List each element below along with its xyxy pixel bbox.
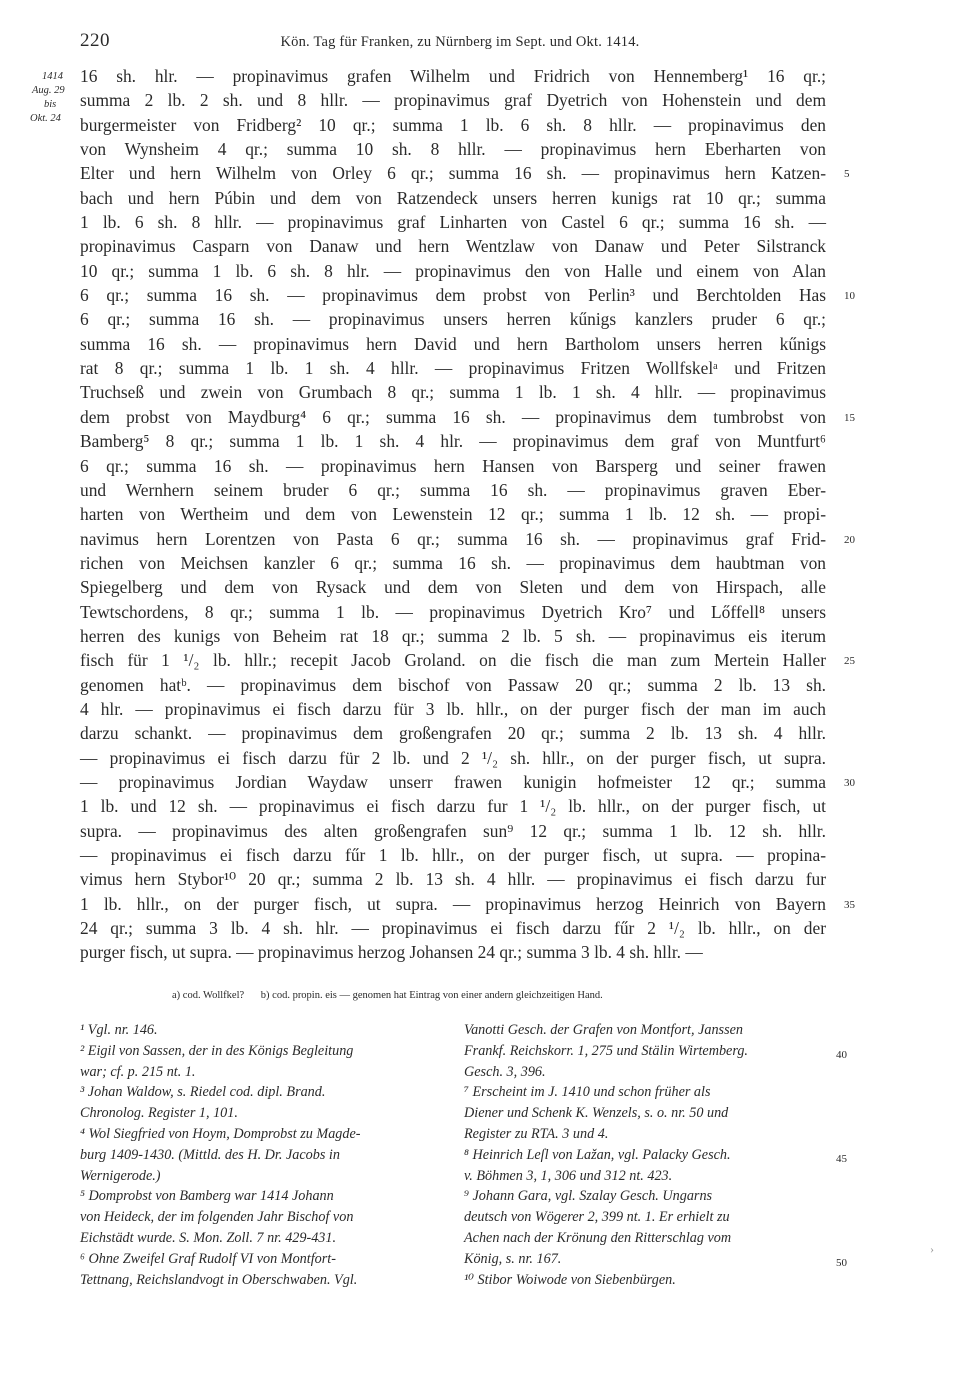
footnotes-left-column bbox=[80, 1020, 442, 1290]
footnote-line: ⁹ Johann Gara, vgl. Szalay Gesch. Ungarns bbox=[464, 1188, 713, 1205]
text-line: burgermeister von Fridberg² 10 qr.; summa 1 lb. 6 sh. 8 hllr. — propinavimus den bbox=[80, 114, 826, 135]
text-line: harten von Wertheim und dem von Lewenstein 12 qr.; summa 1 lb. 12 sh. — propi- bbox=[80, 504, 826, 525]
footnote-line: von Heideck, der im folgenden Jahr Bischof von bbox=[80, 1209, 354, 1226]
text-line: summa 16 sh. — propinavimus hern David und hern Bartholom unsers herren kűnigs bbox=[80, 333, 826, 354]
footnote-line: burg 1409-1430. (Mittld. des H. Dr. Jacobs in bbox=[80, 1146, 340, 1163]
running-title: Kön. Tag für Franken, zu Nürnberg im Sept. und Okt. 1414. bbox=[280, 34, 640, 50]
margin-date-end: Okt. 24 bbox=[30, 113, 61, 124]
footnote-line: ⁸ Heinrich Leſl von Lažan, vgl. Palacky Gesch. bbox=[464, 1146, 731, 1163]
margin-date-bis: bis bbox=[44, 99, 57, 110]
footnote-line: ² Eigil von Sassen, der in des Königs Begleitung bbox=[80, 1042, 354, 1059]
text-line: 4 hlr. — propinavimus ei fisch darzu für 3 lb. hllr., on der purger fisch der man im auch bbox=[80, 698, 826, 719]
text-line: 16 sh. hlr. — propinavimus grafen Wilhelm und Fridrich von Hennemberg¹ 16 qr.; bbox=[80, 66, 826, 86]
line-number: 15 bbox=[844, 411, 855, 424]
footnote-line: ⁴ Wol Siegfried von Hoym, Domprobst zu Magde- bbox=[80, 1125, 361, 1142]
text-line: 6 qr.; summa 16 sh. — propinavimus dem probst von Perlin³ und Berchtolden Has bbox=[80, 285, 826, 306]
footnote-line: war; cf. p. 215 nt. 1. bbox=[80, 1063, 196, 1080]
line-number: 30 bbox=[844, 777, 855, 790]
footnote-line: Vanotti Gesch. der Grafen von Montfort, Janssen bbox=[464, 1022, 743, 1038]
text-line: 1 lb. und 12 sh. — propinavimus ei fisch darzu fur 1 ¹/₂ lb. hllr., on der purger fisch, ut bbox=[80, 796, 826, 817]
footnote-line: ⁶ Ohne Zweifel Graf Rudolf VI von Montfort- bbox=[80, 1250, 336, 1267]
text-line: 1 lb. 6 sh. 8 hllr. — propinavimus graf Linharten von Castel 6 qr.; summa 16 sh. — bbox=[80, 212, 826, 233]
footnote-line: Achen nach der Krönung den Ritterschlag vom bbox=[464, 1229, 732, 1246]
text-line: propinavimus Casparn von Danaw und hern Wentzlaw von Danaw und Peter Silstranck bbox=[80, 236, 826, 257]
footnote-line: Wernigerode.) bbox=[80, 1167, 161, 1184]
text-line: navimus hern Lorentzen von Pasta 6 qr.; summa 16 sh. — propinavimus graf Frid- bbox=[80, 528, 826, 549]
line-number: 20 bbox=[844, 533, 855, 546]
text-line: herren des kunigs von Beheim rat 18 qr.; summa 2 lb. 5 sh. — propinavimus eis iterum bbox=[80, 625, 826, 646]
text-line: purger fisch, ut supra. — propinavimus herzog Johansen 24 qr.; summa 3 lb. 4 sh. hllr. — bbox=[80, 942, 703, 963]
footnote-line-number: 50 bbox=[836, 1256, 847, 1269]
text-line: Truchseß und zwein von Grumbach 8 qr.; summa 1 lb. 1 sh. 4 hllr. — propinavimus bbox=[80, 382, 826, 403]
text-line: Tewtschordens, 8 qr.; summa 1 lb. — propinavimus Dyetrich Kro⁷ und Lőffell⁸ unsers bbox=[80, 601, 826, 622]
footnote-line: ⁵ Domprobst von Bamberg war 1414 Johann bbox=[80, 1188, 334, 1205]
footnote-line: Register zu RTA. 3 und 4. bbox=[464, 1125, 609, 1142]
text-line: Spiegelberg und dem von Rysack und dem von Sleten und dem von Hirspach, alle bbox=[80, 577, 826, 598]
text-line: summa 2 lb. 2 sh. und 8 hllr. — propinavimus graf Dyetrich von Hohenstein und dem bbox=[80, 90, 826, 111]
footnote-line: deutsch von Wögerer 2, 399 nt. 1. Er erhielt zu bbox=[464, 1209, 730, 1226]
text-line: supra. — propinavimus des alten großengrafen sun⁹ 12 qr.; summa 1 lb. 12 sh. hllr. bbox=[80, 820, 826, 841]
footnote-line: ¹ Vgl. nr. 146. bbox=[80, 1022, 158, 1038]
footnote-line: v. Böhmen 3, 1, 306 und 312 nt. 423. bbox=[464, 1167, 673, 1184]
text-line: — propinavimus ei fisch darzu fűr 1 lb. hllr., on der purger fisch, ut supra. — propina- bbox=[80, 845, 826, 865]
footnote-line: Gesch. 3, 396. bbox=[464, 1063, 546, 1080]
text-line: rat 8 qr.; summa 1 lb. 1 sh. 4 hllr. — propinavimus Fritzen Wollfskelᵃ und Fritzen bbox=[80, 358, 826, 379]
text-line: bach und hern Púbin und dem von Ratzendeck unsers herren kunigs rat 10 qr.; summa bbox=[80, 187, 826, 208]
text-line: fisch für 1 ¹/₂ lb. hllr.; recepit Jacob Groland. on die fisch die man zum Mertein Haller bbox=[80, 650, 826, 671]
footnote-line: ³ Johan Waldow, s. Riedel cod. dipl. Brand. bbox=[80, 1084, 326, 1101]
apparatus-notes bbox=[172, 990, 617, 1001]
page-number: 220 bbox=[80, 30, 110, 51]
stray-mark: › bbox=[930, 1242, 934, 1256]
apparatus-note-a: a) cod. Wollfkel? bbox=[172, 990, 245, 1001]
text-line: von Wynsheim 4 qr.; summa 10 sh. 8 hllr. — propinavimus hern Eberharten von bbox=[80, 139, 826, 160]
footnote-line: Eichstädt wurde. S. Mon. Zoll. 7 nr. 429-431. bbox=[80, 1229, 337, 1246]
text-line: darzu schankt. — propinavimus dem großengrafen 20 qr.; summa 2 lb. 13 sh. 4 hllr. bbox=[80, 723, 826, 744]
footnote-line: König, s. nr. 167. bbox=[464, 1250, 562, 1267]
text-line: vimus hern Stybor¹⁰ 20 qr.; summa 2 lb. 13 sh. 4 hllr. — propinavimus ei fisch darzu fur bbox=[80, 869, 826, 890]
margin-date-year: 1414 bbox=[42, 71, 63, 82]
footnote-line: Chronolog. Register 1, 101. bbox=[80, 1105, 238, 1122]
text-line: — propinavimus ei fisch darzu für 2 lb. und 2 ¹/₂ sh. hllr., on der purger fisch, ut supra. bbox=[80, 747, 826, 768]
main-text-block bbox=[80, 64, 826, 965]
text-line: 24 qr.; summa 3 lb. 4 sh. hlr. — propinavimus ei fisch darzu fűr 2 ¹/₂ lb. hllr., on der bbox=[80, 918, 826, 939]
text-line: dem probst von Maydburg⁴ 6 qr.; summa 16 sh. — propinavimus dem tumbrobst von bbox=[80, 406, 826, 427]
line-number: 25 bbox=[844, 655, 855, 668]
text-line: richen von Meichsen kanzler 6 qr.; summa 16 sh. — propinavimus dem haubtman von bbox=[80, 552, 826, 573]
text-line: Bamberg⁵ 8 qr.; summa 1 lb. 1 sh. 4 hlr. — propinavimus dem graf von Muntfurt⁶ bbox=[80, 431, 826, 452]
margin-date-start: Aug. 29 bbox=[32, 85, 65, 96]
text-line: 6 qr.; summa 16 sh. — propinavimus unsers herren kűnigs kanzlers pruder 6 qr.; bbox=[80, 309, 826, 330]
footnote-line: Frankf. Reichskorr. 1, 275 und Stälin Wirtemberg. bbox=[464, 1042, 748, 1059]
line-number: 10 bbox=[844, 290, 855, 303]
footnote-line-number: 40 bbox=[836, 1048, 847, 1061]
text-line: 10 qr.; summa 1 lb. 6 sh. 8 hlr. — propinavimus den von Halle und einem von Alan bbox=[80, 260, 826, 281]
footnote-line: Diener und Schenk K. Wenzels, s. o. nr. 50 und bbox=[464, 1105, 729, 1122]
text-line: 6 qr.; summa 16 sh. — propinavimus hern Hansen von Barsperg und seiner frawen bbox=[80, 455, 826, 476]
text-line: genomen hatᵇ. — propinavimus dem bischof von Passaw 20 qr.; summa 2 lb. 13 sh. bbox=[80, 674, 826, 695]
text-line: 1 lb. hllr., on der purger fisch, ut supra. — propinavimus herzog Heinrich von Bayern bbox=[80, 893, 826, 914]
footnote-line-number: 45 bbox=[836, 1152, 847, 1165]
line-number: 5 bbox=[844, 168, 850, 181]
text-line: Elter und hern Wilhelm von Orley 6 qr.; summa 16 sh. — propinavimus hern Katzen- bbox=[80, 163, 826, 184]
page-header bbox=[80, 30, 840, 54]
line-number: 35 bbox=[844, 898, 855, 911]
text-line: — propinavimus Jordian Waydaw unserr frawen kunigin hofmeister 12 qr.; summa bbox=[80, 771, 826, 792]
footnotes-right-column bbox=[464, 1020, 826, 1290]
footnote-line: ¹⁰ Stibor Woiwode von Siebenbürgen. bbox=[464, 1271, 676, 1288]
footnote-line: ⁷ Erscheint im J. 1410 und schon früher als bbox=[464, 1084, 711, 1101]
text-line: und Wernhern seinem bruder 6 qr.; summa 16 sh. — propinavimus graven Eber- bbox=[80, 479, 826, 500]
footnote-line: Tettnang, Reichslandvogt in Oberschwaben. Vgl. bbox=[80, 1271, 358, 1288]
apparatus-note-b: b) cod. propin. eis — genomen hat Eintrag von einer andern gleichzeitigen Hand. bbox=[260, 990, 603, 1001]
margin-date bbox=[30, 70, 80, 126]
